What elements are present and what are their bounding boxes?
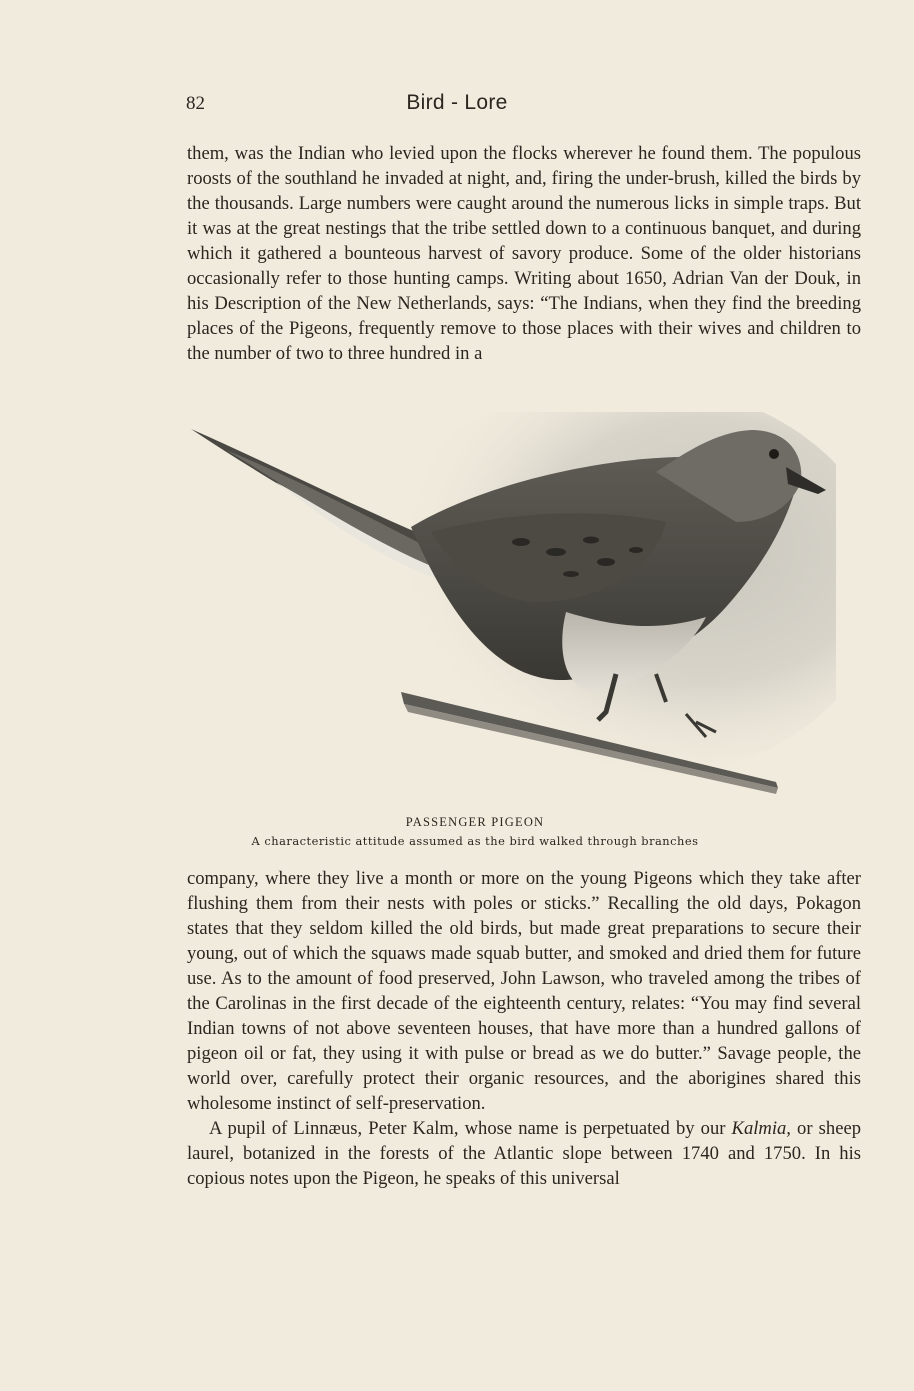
page-number: 82: [186, 93, 205, 114]
running-head: Bird - Lore: [406, 91, 508, 114]
paragraph: company, where they live a month or more on the young Pigeons which they take after flushing them from their nests with poles or sticks.” Recalling the old days, Pokagon states that they seldom killed the old birds, but made great preparations to secure their young, out of which the squaws made squab butter, and smoked and dried them for future use. As to the amount of food preserved, John Lawson, who traveled among the tribes of the Carolinas in the first decade of the eighteenth century, relates: “You may find several Indian towns of not above seventeen houses, that have more than a hundred gallons of pigeon oil or fat, they using it with pulse or bread as we do butter.” Savage people, the world over, carefully protect their organic resources, and the aborigines shared this wholesome instinct of self-preservation.: [187, 868, 861, 1114]
paragraph-text: A pupil of Linnæus, Peter Kalm, whose name is perpetuated by our: [209, 1118, 732, 1139]
figure-caption-text: A characteristic attitude assumed as the bird walked through branches: [251, 834, 699, 848]
pigeon-photograph: [186, 412, 836, 807]
text-block-top: [187, 141, 861, 366]
text-block-bottom: [187, 866, 861, 1191]
italic-term: Kalmia,: [731, 1118, 791, 1139]
paragraph-text: or sheep laurel, botanized in the forests of the Atlantic slope between 1740 and 1750. In his copious notes upon the Pigeon, he speaks of this universal: [187, 1118, 861, 1189]
figure-caption-title: PASSENGER PIGEON: [405, 815, 545, 829]
paragraph: them, was the Indian who levied upon the flocks wherever he found them. The populous roosts of the southland he invaded at night, and, firing the under-brush, killed the birds by the thousands. Large numbers were caught around the numerous licks in simple traps. But it was at the great nestings that the tribe settled down to a continuous banquet, and during which it gathered a bounteous harvest of savory produce. Some of the older historians occasionally refer to those hunting camps. Writing about 1650, Adrian Van der Douk, in his Description of the New Netherlands, says: “The Indians, when they find the breeding places of the Pigeons, frequently remove to those places with their wives and children to the number of two to three hundred in a: [187, 143, 861, 364]
paragraph: [187, 1116, 861, 1191]
